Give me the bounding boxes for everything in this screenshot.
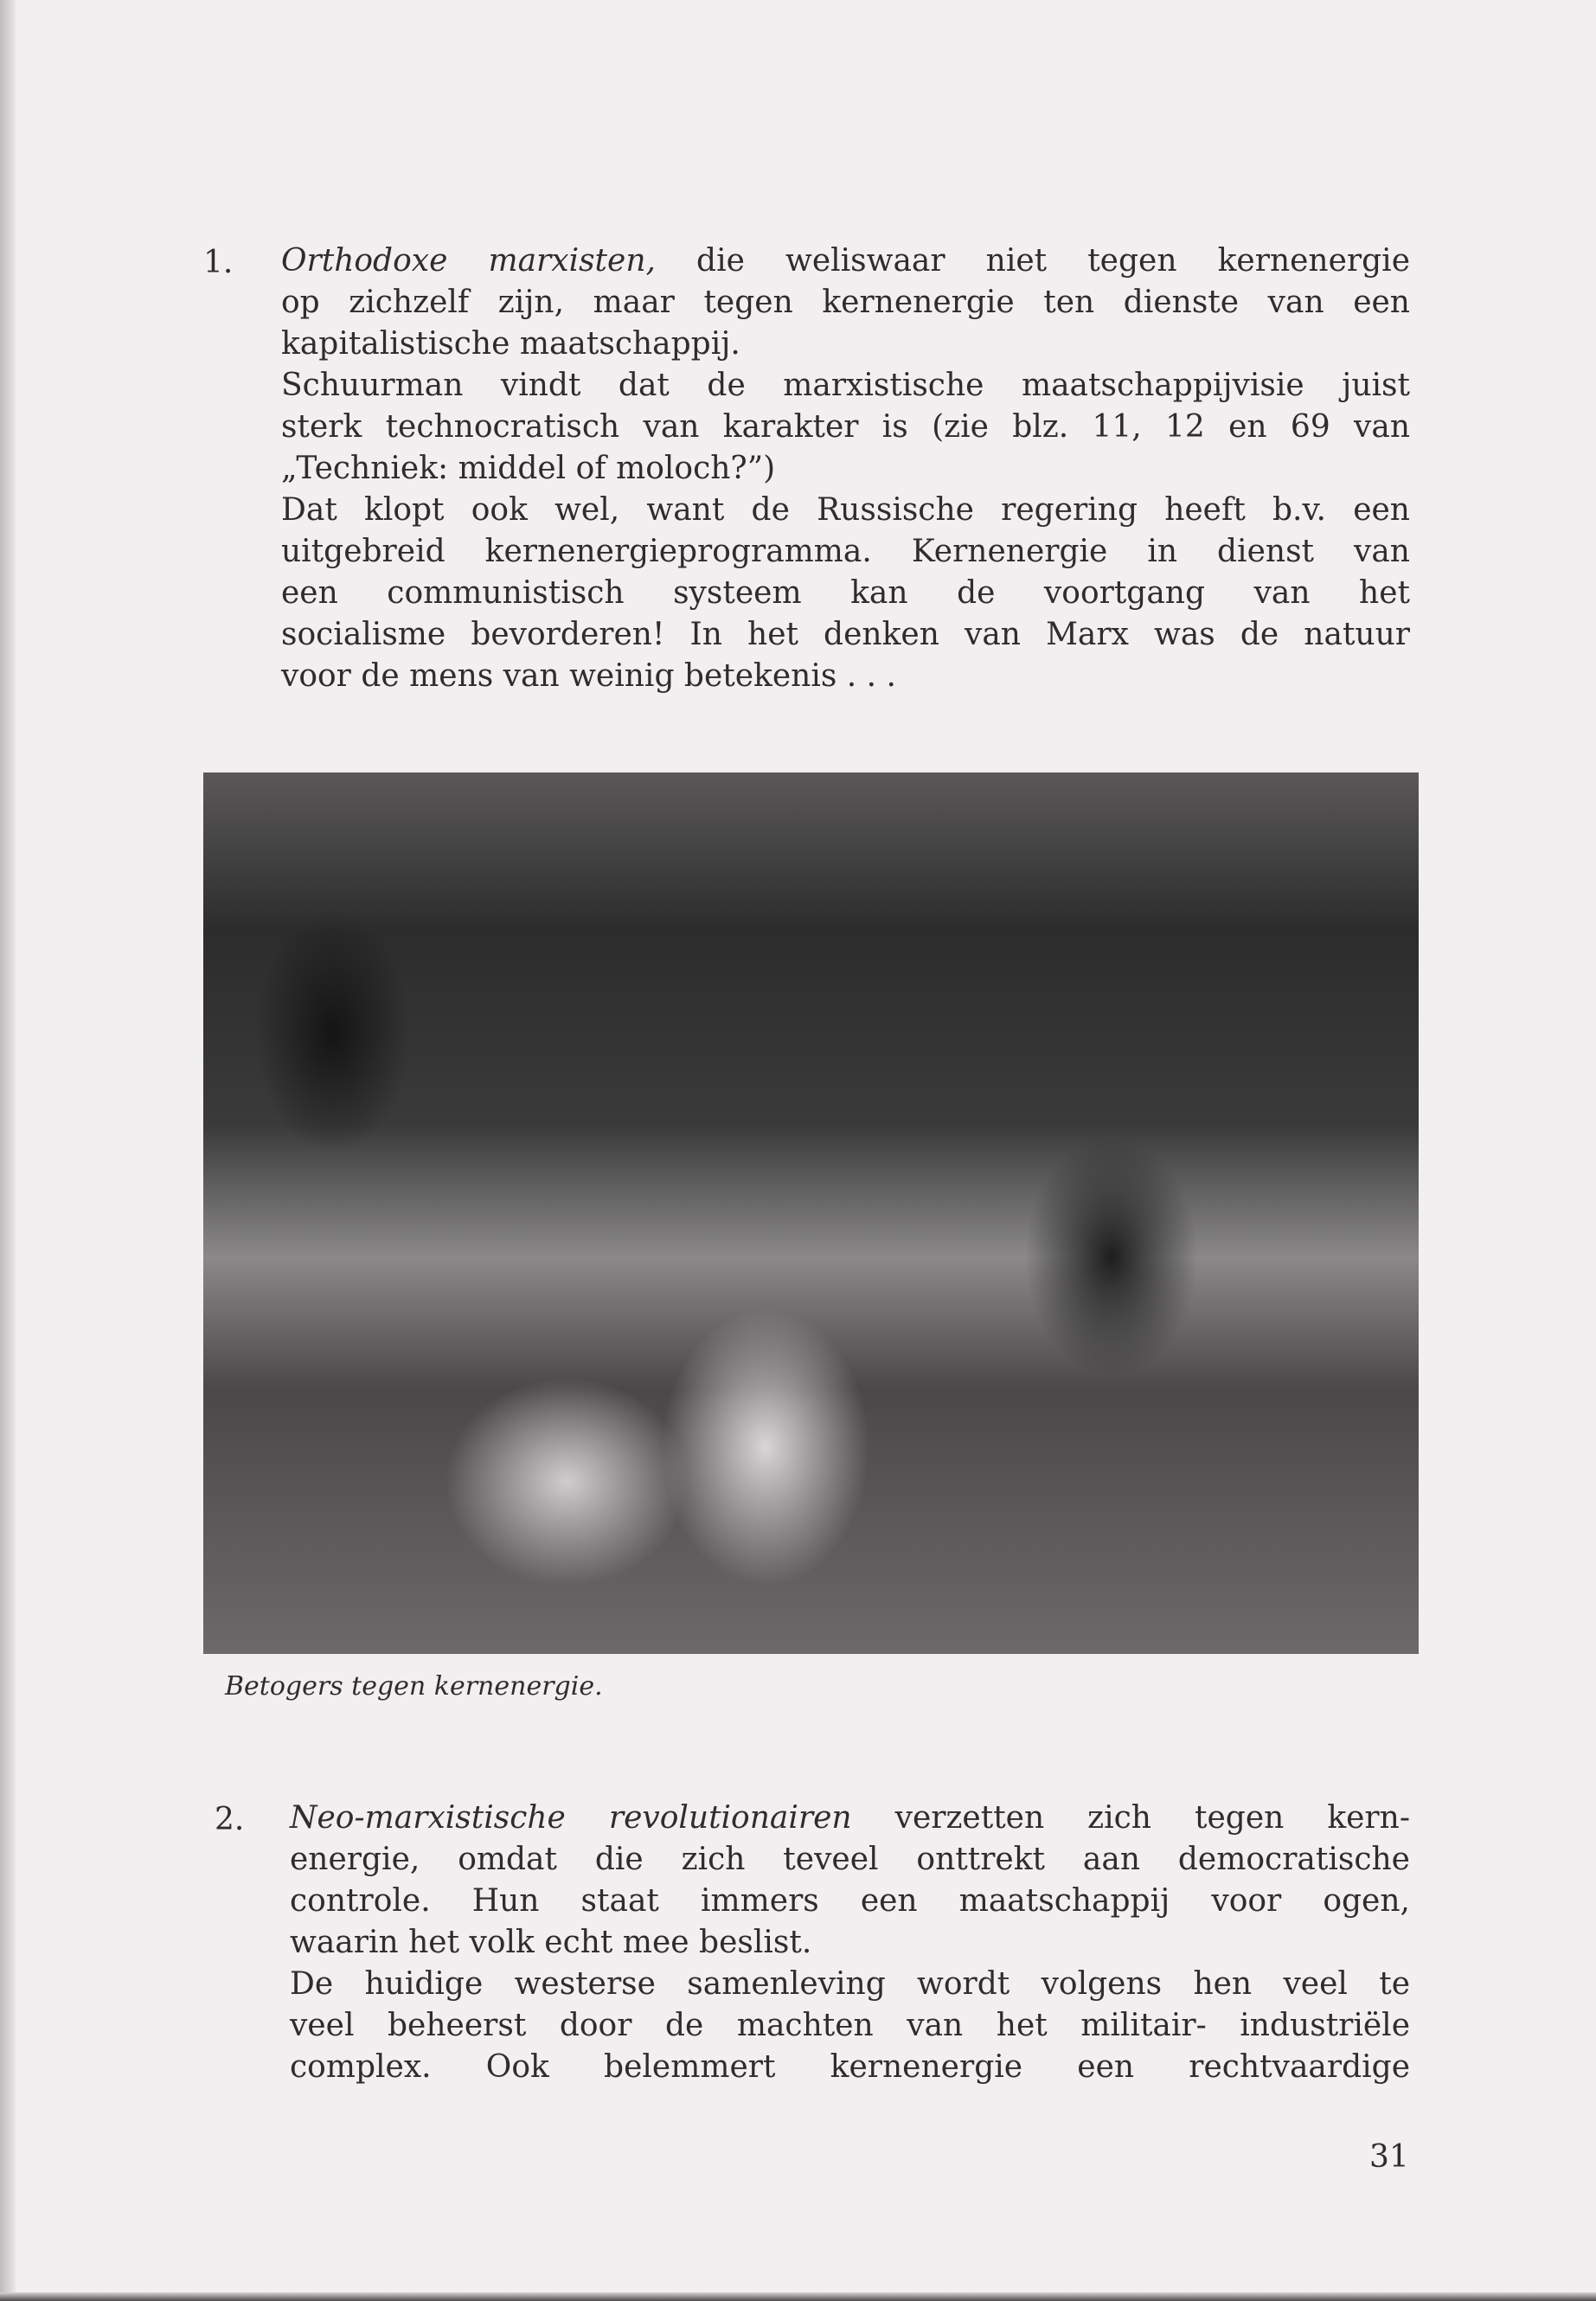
photo-caption: Betogers tegen kernenergie.: [225, 1671, 603, 1702]
item-lead: Orthodoxe marxisten,: [281, 243, 656, 279]
text-line: op zichzelf zijn, maar tegen kernenergie ten dienste van een: [281, 285, 1410, 320]
protest-photo: [203, 772, 1419, 1654]
text-line: een communistisch systeem kan de voortgang van het: [281, 575, 1410, 611]
text-line: De huidige westerse samenleving wordt volgens hen veel te: [290, 1966, 1410, 2002]
item-number: 1.: [203, 245, 234, 280]
text-line: Dat klopt ook wel, want de Russische regering heeft b.v. een: [281, 492, 1410, 528]
text-line: energie, omdat die zich teveel onttrekt aan democratische: [290, 1842, 1410, 1877]
text-line: „Techniek: middel of moloch?”): [281, 451, 776, 486]
text-line: waarin het volk echt mee beslist.: [290, 1925, 812, 1960]
page-bottom-edge: [0, 2292, 1596, 2301]
page-edge: [0, 0, 16, 2301]
text-line: controle. Hun staat immers een maatschappij voor ogen,: [290, 1883, 1410, 1919]
text-line: sterk technocratisch van karakter is (zie blz. 11, 12 en 69 van: [281, 409, 1410, 445]
text-line: uitgebreid kernenergieprogramma. Kernenergie in dienst van: [281, 534, 1410, 569]
text-line: complex. Ook belemmert kernenergie een rechtvaardige: [290, 2049, 1410, 2085]
text-line: Orthodoxe marxisten, die weliswaar niet tegen kernenergie: [281, 243, 1410, 279]
page-number: 31: [1369, 2139, 1409, 2175]
text-line: veel beheerst door de machten van het militair- industriële: [290, 2008, 1410, 2043]
item-number: 2.: [215, 1802, 245, 1837]
text-line: Neo-marxistische revolutionairen verzetten zich tegen kern-: [290, 1800, 1410, 1836]
text-line: Schuurman vindt dat de marxistische maatschappijvisie juist: [281, 368, 1410, 403]
text-line: voor de mens van weinig betekenis . . .: [281, 658, 896, 694]
item-lead: Neo-marxistische revolutionairen: [290, 1800, 852, 1836]
text-line: kapitalistische maatschappij.: [281, 326, 740, 362]
text-line: socialisme bevorderen! In het denken van Marx was de natuur: [281, 617, 1410, 652]
